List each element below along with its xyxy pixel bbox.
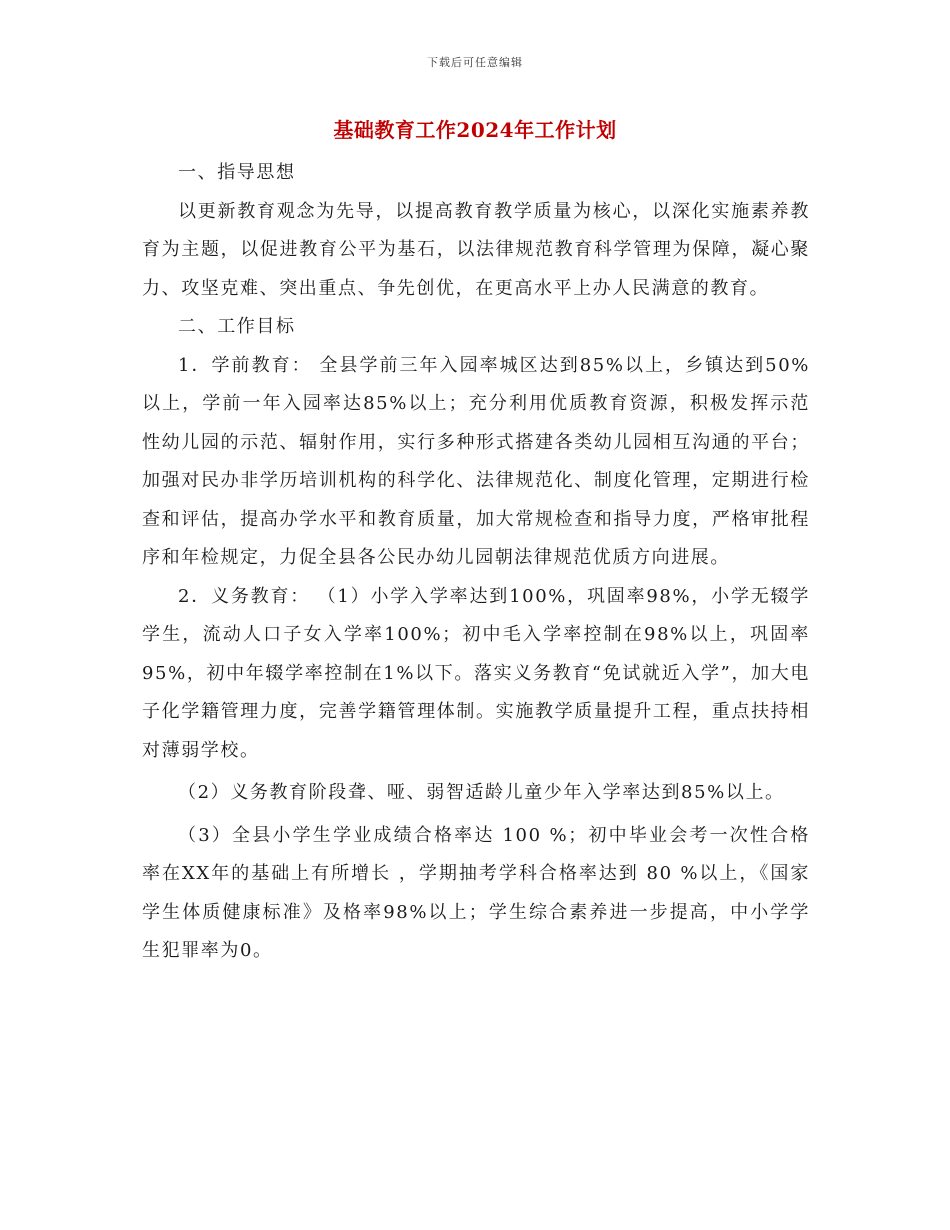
page-header-note: 下载后可任意编辑 (427, 56, 523, 69)
paragraph-guiding-ideology: 以更新教育观念为先导，以提高教育教学质量为核心，以深化实施素养教育为主题，以促进教育公平为基石，以法律规范教育科学管理为保障，凝心聚力、攻坚克难、突出重点、争先创优，在更高水平上办人民满意的教育。 (142, 200, 810, 299)
document-title: 基础教育工作2024年工作计划 (333, 118, 617, 142)
section-heading-work-goals: 二、工作目标 (178, 316, 296, 337)
document-body (142, 154, 810, 971)
paragraph-compulsory-education: 2．义务教育： （1）小学入学率达到100%，巩固率98%，小学无辍学学生，流动人口子女入学率100%；初中毛入学率控制在98%以上，巩固率95%，初中年辍学率控制在1%以下。落实义务教育“免试就近入学”，加大电子化学籍管理力度，完善学籍管理体制。实施教学质量提升工程，重点扶持相对薄弱学校。 (142, 585, 810, 761)
paragraph-student-achievement: （3）全县小学生学业成绩合格率达 100 %；初中毕业会考一次性合格率在XX年的基础上有所增长 ，学期抽考学科合格率达到 80 %以上，《国家学生体质健康标准》及格率98%以上；学生综合素养进一步提高，中小学学生犯罪率为0。 (142, 824, 810, 961)
paragraph-special-education: （2）义务教育阶段聋、哑、弱智适龄儿童少年入学率达到85%以上。 (178, 782, 785, 803)
section-heading-guiding-ideology: 一、指导思想 (178, 162, 296, 183)
paragraph-preschool-education: 1．学前教育： 全县学前三年入园率城区达到85%以上，乡镇达到50%以上，学前一年入园率达85%以上；充分利用优质教育资源，积极发挥示范性幼儿园的示范、辐射作用，实行多种形式搭建各类幼儿园相互沟通的平台；加强对民办非学历培训机构的科学化、法律规范化、制度化管理，定期进行检查和评估，提高办学水平和教育质量，加大常规检查和指导力度，严格审批程序和年检规定，力促全县各公民办幼儿园朝法律规范优质方向进展。 (142, 354, 810, 568)
